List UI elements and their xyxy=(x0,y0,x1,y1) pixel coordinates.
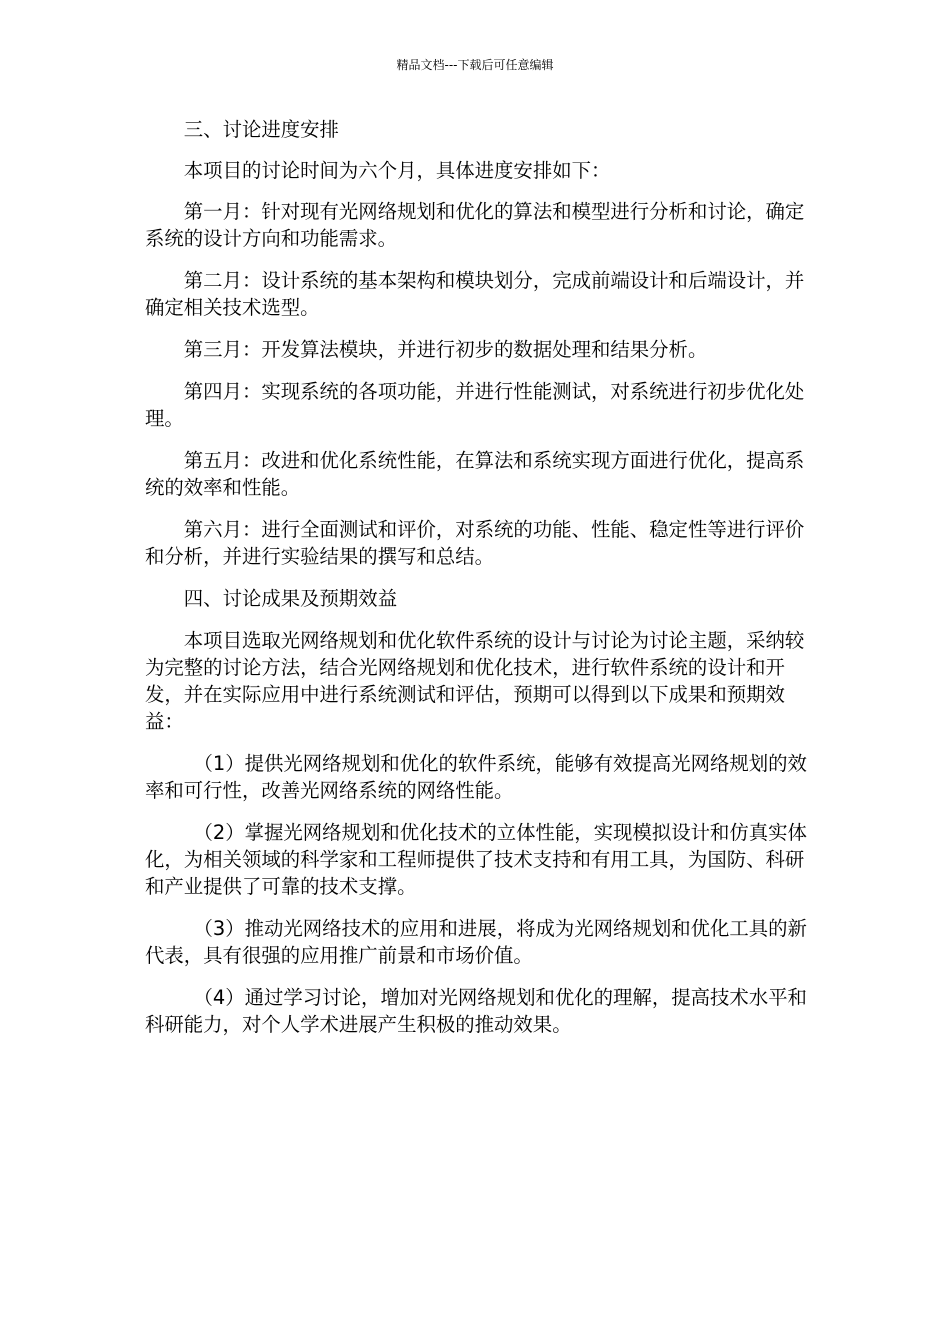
outcomes-intro: 本项目选取光网络规划和优化软件系统的设计与讨论为讨论主题，采纳较为完整的讨论方法，结合光网络规划和优化技术，进行软件系统的设计和开发，并在实际应用中进行系统测试和评估，预期可以得到以下成果和预期效益： xyxy=(145,629,805,733)
schedule-month-3: 第三月：开发算法模块，并进行初步的数据处理和结果分析。 xyxy=(183,338,708,361)
schedule-month-6: 第六月：进行全面测试和评价，对系统的功能、性能、稳定性等进行评价和分析，并进行实验结果的撰写和总结。 xyxy=(145,518,805,568)
outcome-item-1: （1）提供光网络规划和优化的软件系统，能够有效提高光网络规划的效率和可行性，改善光网络系统的网络性能。 xyxy=(145,752,807,802)
schedule-month-4: 第四月：实现系统的各项功能，并进行性能测试，对系统进行初步优化处理。 xyxy=(145,380,805,430)
outcome-item-4: （4）通过学习讨论，增加对光网络规划和优化的理解，提高技术水平和科研能力，对个人学术进展产生积极的推动效果。 xyxy=(145,986,807,1036)
section-heading-schedule: 三、讨论进度安排 xyxy=(183,118,339,141)
document-body xyxy=(145,116,810,1038)
section-heading-outcomes: 四、讨论成果及预期效益 xyxy=(183,587,398,610)
outcome-item-3: （3）推动光网络技术的应用和进展，将成为光网络规划和优化工具的新代表，具有很强的应用推广前景和市场价值。 xyxy=(145,917,807,967)
schedule-month-2: 第二月：设计系统的基本架构和模块划分，完成前端设计和后端设计，并确定相关技术选型。 xyxy=(145,269,805,319)
page-header: 精品文档---下载后可任意编辑 xyxy=(396,58,554,72)
schedule-month-1: 第一月：针对现有光网络规划和优化的算法和模型进行分析和讨论，确定系统的设计方向和功能需求。 xyxy=(145,200,805,250)
schedule-intro: 本项目的讨论时间为六个月，具体进度安排如下： xyxy=(183,159,611,182)
schedule-month-5: 第五月：改进和优化系统性能，在算法和系统实现方面进行优化，提高系统的效率和性能。 xyxy=(145,449,805,499)
outcome-item-2: （2）掌握光网络规划和优化技术的立体性能，实现模拟设计和仿真实体化，为相关领域的科学家和工程师提供了技术支持和有用工具，为国防、科研和产业提供了可靠的技术支撑。 xyxy=(145,821,807,898)
